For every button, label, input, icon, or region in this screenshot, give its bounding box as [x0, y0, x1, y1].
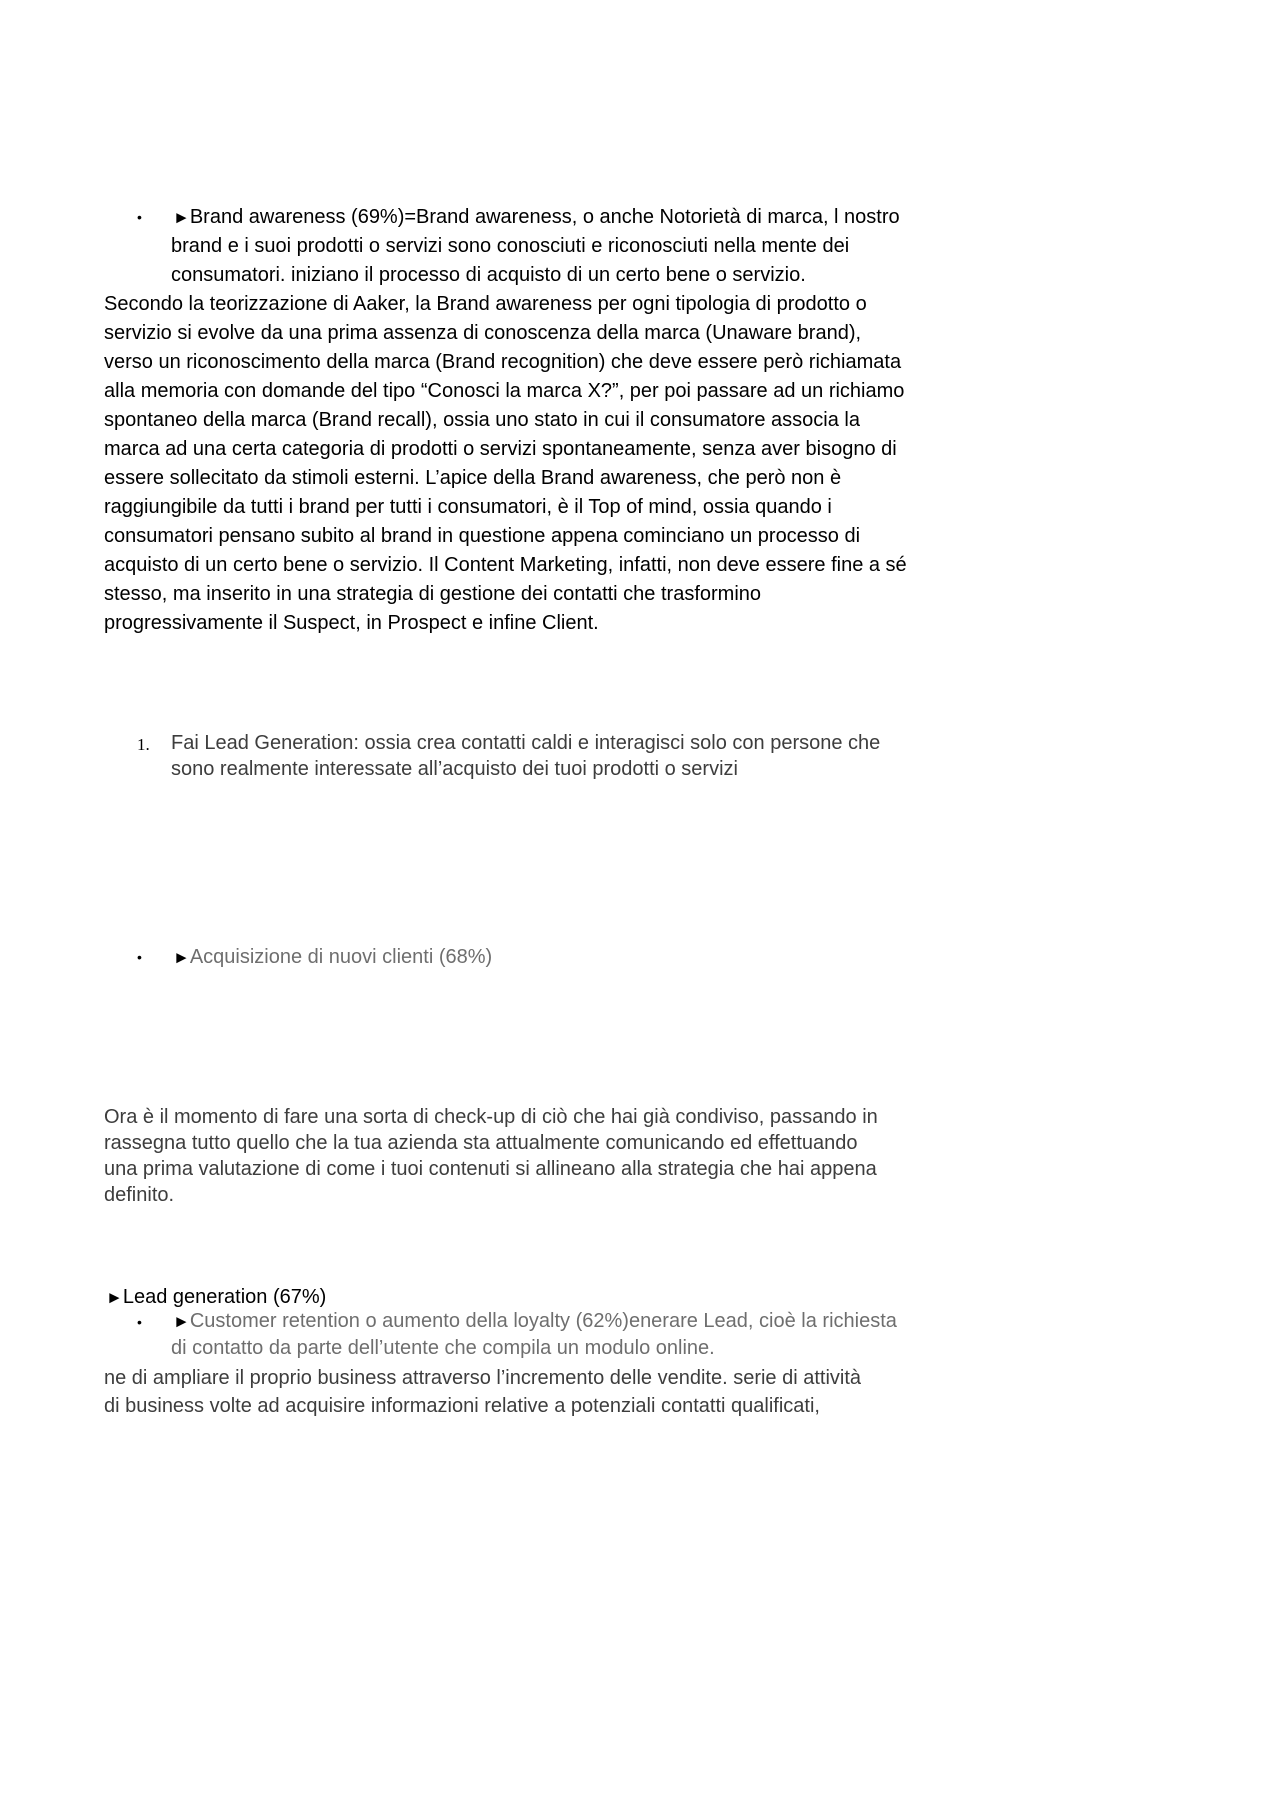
numbered-item-lead-generation	[171, 730, 880, 782]
paragraph-line: spontaneo della marca (Brand recall), ossia uno stato in cui il consumatore associa la	[104, 409, 860, 431]
paragraph-line: stesso, ma inserito in una strategia di gestione dei contatti che trasformino	[104, 583, 762, 605]
paragraph-line: raggiungibile da tutti i brand per tutti i consumatori, è il Top of mind, ossia quando i	[104, 496, 832, 518]
paragraph-line: essere sollecitato da stimoli esterni. L’apice della Brand awareness, che però non è	[104, 467, 842, 489]
paragraph-line: servizio si evolve da una prima assenza di conoscenza della marca (Unaware brand),	[104, 322, 862, 344]
paragraph-line: di business volte ad acquisire informazioni relative a potenziali contatti qualificati,	[104, 1395, 820, 1417]
paragraph-line: definito.	[104, 1184, 175, 1206]
bullet-symbol: •	[137, 1314, 142, 1330]
paragraph-check-up	[104, 1104, 878, 1208]
paragraph-line: marca ad una certa categoria di prodotti o servizi spontaneamente, senza aver bisogno di	[104, 438, 897, 460]
bullet-item-brand-awareness-line-3: consumatori. iniziano il processo di acquisto di un certo bene o servizio.	[171, 264, 806, 286]
triangle-marker-icon: ►	[173, 208, 190, 227]
paragraph-line: una prima valutazione di come i tuoi contenuti si allineano alla strategia che hai appena	[104, 1158, 877, 1180]
triangle-marker-icon: ►	[173, 948, 190, 967]
bullet-symbol: •	[137, 209, 142, 225]
bullet-item-text: Customer retention o aumento della loyalty (62%)enerare Lead, cioè la richiesta	[189, 1310, 897, 1332]
list-number: 1.	[137, 735, 150, 754]
numbered-item-line: Fai Lead Generation: ossia crea contatti caldi e interagisci solo con persone che	[171, 732, 881, 754]
triangle-marker-icon: ►	[173, 1312, 190, 1331]
paragraph-aaker	[104, 290, 907, 638]
bullet-item-customer-retention-line-2: di contatto da parte dell’utente che compila un modulo online.	[171, 1337, 715, 1359]
paragraph-line: consumatori pensano subito al brand in questione appena cominciano un processo di	[104, 525, 861, 547]
paragraph-tail	[104, 1364, 861, 1420]
paragraph-line: alla memoria con domande del tipo “Conosci la marca X?”, per poi passare ad un richiamo	[104, 380, 905, 402]
bullet-item-text: Brand awareness (69%)=Brand awareness, o anche Notorietà di marca, l nostro	[189, 206, 900, 228]
numbered-item-line: sono realmente interessate all’acquisto dei tuoi prodotti o servizi	[171, 758, 738, 780]
paragraph-line: rassegna tutto quello che la tua azienda sta attualmente comunicando ed effettuando	[104, 1132, 858, 1154]
heading-text: Lead generation (67%)	[122, 1286, 327, 1308]
paragraph-line: progressivamente il Suspect, in Prospect e infine Client.	[104, 612, 599, 634]
bullet-item-customer-retention-line-1	[173, 1308, 897, 1335]
bullet-item-text: Acquisizione di nuovi clienti (68%)	[189, 946, 493, 968]
triangle-marker-icon: ►	[106, 1288, 123, 1307]
paragraph-line: acquisto di un certo bene o servizio. Il Content Marketing, infatti, non deve essere fine a sé	[104, 554, 907, 576]
bullet-symbol: •	[137, 949, 142, 965]
bullet-item-brand-awareness-line-1	[173, 203, 900, 232]
paragraph-line: Secondo la teorizzazione di Aaker, la Brand awareness per ogni tipologia di prodotto o	[104, 293, 867, 315]
paragraph-line: Ora è il momento di fare una sorta di check-up di ciò che hai già condiviso, passando in	[104, 1106, 878, 1128]
bullet-item-brand-awareness-line-2: brand e i suoi prodotti o servizi sono conosciuti e riconosciuti nella mente dei	[171, 235, 850, 257]
paragraph-line: ne di ampliare il proprio business attraverso l’incremento delle vendite. serie di attività	[104, 1367, 862, 1389]
paragraph-line: verso un riconoscimento della marca (Brand recognition) che deve essere però richiamata	[104, 351, 902, 373]
bullet-item-acquisizione	[173, 943, 492, 972]
